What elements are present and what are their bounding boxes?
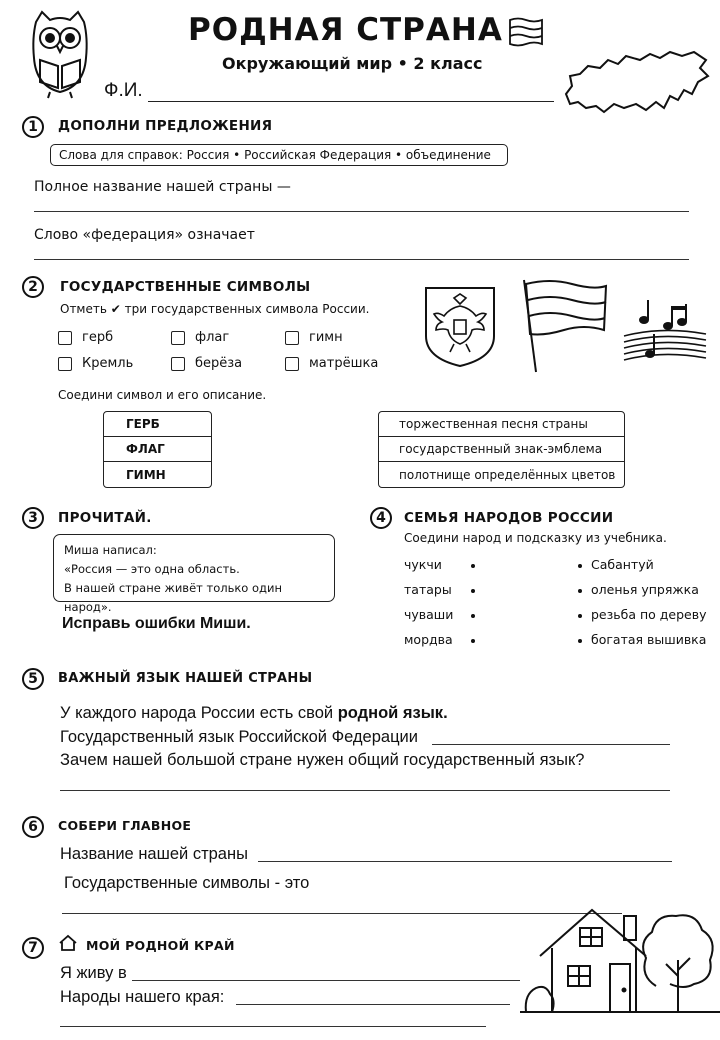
- symbols-table: [103, 411, 212, 488]
- s6-line-2: Государственные символы - это: [64, 874, 310, 892]
- section-2-number: 2: [22, 276, 44, 298]
- s7-line-2: Народы нашего края:: [60, 988, 225, 1006]
- section-1-title: ДОПОЛНИ ПРЕДЛОЖЕНИЯ: [58, 118, 273, 134]
- music-notes-icon: [622, 298, 708, 366]
- symbol-flag[interactable]: ФЛАГ: [104, 437, 211, 462]
- s7-line-1: Я живу в: [60, 964, 127, 982]
- people-tatars: татары: [404, 582, 452, 597]
- checkbox-matryoshka[interactable]: [285, 357, 299, 371]
- checkbox-gimn[interactable]: [285, 331, 299, 345]
- quote-line-3: В нашей стране живёт только один народ».: [64, 581, 282, 614]
- s2-match-instruction: Соедини символ и его описание.: [58, 388, 267, 402]
- s5-line-1: [60, 704, 448, 723]
- s4-instruction: Соедини народ и подсказку из учебника.: [404, 531, 667, 545]
- section-6-number: 6: [22, 816, 44, 838]
- s2-instruction: Отметь ✔ три государственных символа России.: [60, 302, 370, 316]
- s5-line-1-text: У каждого народа России есть свой: [60, 704, 338, 722]
- people-dot-4[interactable]: [471, 639, 475, 643]
- quote-line-2: «Россия — это одна область.: [64, 562, 240, 576]
- s1-prompt-2: Слово «федерация» означает: [34, 227, 255, 243]
- s1-prompt-1: Полное название нашей страны —: [34, 179, 291, 195]
- option-gimn: гимн: [309, 330, 343, 345]
- section-7-title: МОЙ РОДНОЙ КРАЙ: [86, 938, 235, 953]
- hint-dot-1[interactable]: [578, 564, 582, 568]
- coat-of-arms-icon: [424, 286, 496, 368]
- section-3-title: ПРОЧИТАЙ.: [58, 510, 152, 526]
- people-chuvash: чуваши: [404, 607, 454, 622]
- section-4-title: СЕМЬЯ НАРОДОВ РОССИИ: [404, 510, 614, 526]
- description-emblem[interactable]: государственный знак-эмблема: [379, 437, 624, 462]
- option-flag: флаг: [195, 330, 230, 345]
- hint-woodcarving: резьба по дереву: [591, 607, 707, 622]
- s7-answer-line-2[interactable]: [236, 1004, 510, 1005]
- section-4-number: 4: [370, 507, 392, 529]
- s3-task: Исправь ошибки Миши.: [62, 615, 251, 632]
- section-1-number: 1: [22, 116, 44, 138]
- checkbox-birch[interactable]: [171, 357, 185, 371]
- section-6-title: СОБЕРИ ГЛАВНОЕ: [58, 818, 192, 833]
- hint-embroidery: богатая вышивка: [591, 632, 707, 647]
- symbol-gerb[interactable]: ГЕРБ: [104, 412, 211, 437]
- russia-map-icon: [560, 46, 712, 122]
- people-dot-1[interactable]: [471, 564, 475, 568]
- people-dot-3[interactable]: [471, 614, 475, 618]
- page-title: РОДНАЯ СТРАНА: [188, 12, 503, 48]
- checkbox-flag[interactable]: [171, 331, 185, 345]
- s5-answer-line-1[interactable]: [432, 744, 670, 745]
- hint-dot-2[interactable]: [578, 589, 582, 593]
- option-birch: берёза: [195, 356, 243, 371]
- description-anthem[interactable]: торжественная песня страны: [379, 412, 624, 437]
- s6-answer-line-1[interactable]: [258, 861, 672, 862]
- hint-box: Слова для справок: Россия • Российская Федерация • объединение: [50, 144, 508, 166]
- option-matryoshka: матрёшка: [309, 356, 379, 371]
- s7-answer-line-1[interactable]: [132, 980, 520, 981]
- misha-quote-box: [53, 534, 335, 614]
- hint-dot-3[interactable]: [578, 614, 582, 618]
- section-2-title: ГОСУДАРСТВЕННЫЕ СИМВОЛЫ: [60, 279, 311, 295]
- people-chukchi: чукчи: [404, 557, 442, 572]
- owl-icon: [28, 8, 92, 102]
- checkbox-kremlin[interactable]: [58, 357, 72, 371]
- s1-answer-line-2[interactable]: [34, 259, 689, 260]
- option-kremlin: Кремль: [82, 356, 134, 371]
- s5-answer-line-2[interactable]: [60, 790, 670, 791]
- quote-line-1: Миша написал:: [64, 543, 157, 557]
- people-dot-2[interactable]: [471, 589, 475, 593]
- description-flag[interactable]: полотнище определённых цветов: [399, 467, 616, 482]
- fi-input-line[interactable]: [148, 101, 554, 102]
- flag-icon: [508, 16, 544, 48]
- fi-label: Ф.И.: [104, 80, 143, 101]
- section-5-title: ВАЖНЫЙ ЯЗЫК НАШЕЙ СТРАНЫ: [58, 671, 313, 686]
- s5-line-2: Государственный язык Российской Федерации: [60, 728, 418, 746]
- descriptions-table: [378, 411, 625, 488]
- hint-dot-4[interactable]: [578, 639, 582, 643]
- hint-reindeer: оленья упряжка: [591, 582, 699, 597]
- s5-line-1-bold: родной язык.: [337, 704, 448, 722]
- home-icon: [58, 934, 78, 952]
- option-gerb: герб: [82, 330, 114, 345]
- section-7-number: 7: [22, 937, 44, 959]
- hint-sabantuy: Сабантуй: [591, 557, 654, 572]
- people-mordva: мордва: [404, 632, 453, 647]
- s1-answer-line-1[interactable]: [34, 211, 689, 212]
- section-3-number: 3: [22, 507, 44, 529]
- s6-line-1: Название нашей страны: [60, 845, 248, 863]
- house-icon: [520, 906, 720, 1018]
- checkbox-gerb[interactable]: [58, 331, 72, 345]
- section-5-number: 5: [22, 668, 44, 690]
- s7-answer-line-3[interactable]: [60, 1026, 486, 1027]
- flag-pole-icon: [520, 278, 610, 374]
- page-subtitle: Окружающий мир • 2 класс: [222, 54, 483, 73]
- symbol-gimn[interactable]: ГИМН: [126, 467, 166, 482]
- s5-line-3: Зачем нашей большой стране нужен общий государственный язык?: [60, 751, 585, 769]
